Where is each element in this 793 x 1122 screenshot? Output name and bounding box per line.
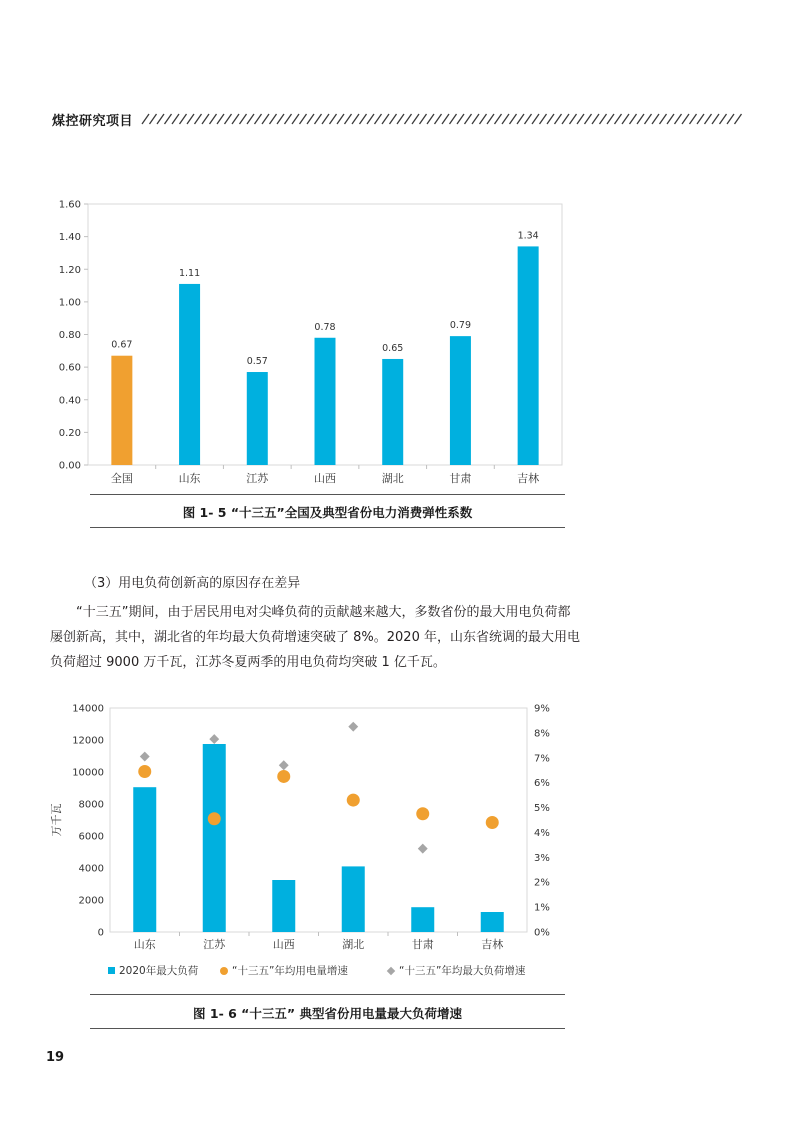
hatch-stroke [705, 114, 712, 124]
hatch-stroke [517, 114, 524, 124]
hatch-stroke [637, 114, 644, 124]
y2-tick-label: 2% [534, 877, 550, 889]
circle-point [416, 807, 429, 820]
y-tick-label: 0.60 [58, 362, 81, 374]
hatch-stroke [315, 114, 322, 124]
chart1-caption: 图 1- 5 “十三五”全国及典型省份电力消费弹性系数 [182, 505, 473, 520]
data-label: 0.57 [246, 356, 268, 368]
data-label: 0.67 [111, 339, 133, 351]
hatch-stroke [367, 114, 374, 124]
chart2-top-rule [90, 994, 565, 995]
x-tick-label: 吉林 [517, 472, 540, 485]
bar [518, 246, 539, 465]
diamond-swatch-icon [387, 966, 395, 974]
hatch-stroke [255, 114, 262, 124]
y-tick-label: 14000 [72, 703, 104, 715]
y-tick-label: 0.40 [58, 395, 81, 407]
bar [133, 787, 156, 932]
y2-tick-label: 1% [534, 902, 550, 914]
x-tick-label: 甘肃 [449, 472, 472, 485]
hatch-stroke [690, 114, 697, 124]
hatch-stroke [465, 114, 472, 124]
y-tick-label: 0.00 [58, 460, 81, 472]
hatch-stroke [622, 114, 629, 124]
data-label: 0.78 [314, 321, 336, 333]
hatch-stroke [442, 114, 449, 124]
hatch-stroke [300, 114, 307, 124]
y-tick-label: 8000 [78, 799, 104, 811]
hatch-stroke [547, 114, 554, 124]
hatch-stroke [307, 114, 314, 124]
y-tick-label: 0.20 [58, 427, 81, 439]
section-heading: （3）用电负荷创新高的原因存在差异 [84, 576, 301, 591]
hatch-stroke [682, 114, 689, 124]
hatch-stroke [285, 114, 292, 124]
hatch-stroke [412, 114, 419, 124]
y-tick-label: 10000 [72, 767, 104, 779]
hatch-stroke [570, 114, 577, 124]
y-tick-label: 1.40 [58, 232, 81, 244]
hatch-stroke [675, 114, 682, 124]
hatch-stroke [600, 114, 607, 124]
hatch-stroke [645, 114, 652, 124]
hatch-stroke [352, 114, 359, 124]
x-tick-label: 山东 [178, 472, 201, 485]
hatch-stroke [727, 114, 734, 124]
chart1-top-rule [90, 494, 565, 495]
hatch-stroke [525, 114, 532, 124]
circle-point [347, 794, 360, 807]
hatch-stroke [615, 114, 622, 124]
y-tick-label: 1.20 [58, 264, 81, 276]
hatch-stroke [420, 114, 427, 124]
y-tick-label: 12000 [72, 735, 104, 747]
load-growth-combo-chart [40, 696, 585, 958]
hatch-stroke [142, 114, 149, 124]
hatch-stroke [195, 114, 202, 124]
bar-swatch-icon [108, 967, 115, 974]
hatch-stroke [510, 114, 517, 124]
y2-tick-label: 6% [534, 778, 550, 790]
hatch-stroke [630, 114, 637, 124]
hatch-stroke [712, 114, 719, 124]
header-title: 煤控研究项目 [52, 114, 134, 129]
bar [481, 912, 504, 932]
hatch-stroke [472, 114, 479, 124]
hatch-stroke [225, 114, 232, 124]
circle-point [208, 812, 221, 825]
hatch-stroke [540, 114, 547, 124]
hatch-stroke [375, 114, 382, 124]
hatch-stroke [240, 114, 247, 124]
hatch-stroke [697, 114, 704, 124]
legend-label: “十三五”年均最大负荷增速 [399, 965, 526, 977]
x-tick-label: 全国 [110, 472, 133, 485]
y2-tick-label: 5% [534, 803, 550, 815]
data-label: 0.65 [382, 342, 404, 354]
hatch-stroke [337, 114, 344, 124]
hatch-stroke [405, 114, 412, 124]
x-tick-label: 江苏 [246, 472, 269, 485]
page-number: 19 [46, 1050, 65, 1065]
y2-tick-label: 0% [534, 927, 550, 939]
hatch-stroke [652, 114, 659, 124]
legend-item-max-load [108, 963, 198, 978]
chart1-bottom-rule [90, 527, 565, 528]
hatch-stroke [450, 114, 457, 124]
hatch-stroke [502, 114, 509, 124]
hatch-stroke [592, 114, 599, 124]
diamond-point [279, 760, 289, 770]
hatch-stroke [495, 114, 502, 124]
chart2-caption: 图 1- 6 “十三五” 典型省份用电量最大负荷增速 [193, 1006, 462, 1021]
y2-tick-label: 9% [534, 703, 550, 715]
hatch-stroke [277, 114, 284, 124]
y2-tick-label: 3% [534, 852, 550, 864]
hatch-stroke [262, 114, 269, 124]
x-tick-label: 吉林 [481, 938, 504, 951]
bar [179, 284, 200, 465]
y-axis-label: 万千瓦 [50, 803, 63, 837]
data-label: 0.79 [449, 320, 472, 332]
diamond-point [209, 734, 219, 744]
bar [203, 744, 226, 932]
data-label: 1.11 [178, 267, 201, 279]
hatch-stroke [382, 114, 389, 124]
x-tick-label: 山西 [314, 472, 336, 485]
y-tick-label: 1.60 [58, 199, 81, 211]
y-tick-label: 0 [97, 927, 104, 939]
hatch-stroke [720, 114, 727, 124]
hatch-stroke [232, 114, 239, 124]
hatch-stroke [667, 114, 674, 124]
circle-point [138, 765, 151, 778]
hatch-stroke [397, 114, 404, 124]
hatch-stroke [585, 114, 592, 124]
x-tick-label: 山西 [272, 938, 295, 951]
y-tick-label: 0.80 [58, 330, 81, 341]
circle-point [486, 816, 499, 829]
y-tick-label: 2000 [78, 895, 104, 907]
body-paragraph: “十三五”期间，由于居民用电对尖峰负荷的贡献越来越大，多数省份的最大用电负荷都屡创新高，其中，湖北省的年均最大负荷增速突破了 8%。2020 年，山东省统调的最大用电负荷超过 9000 万千瓦，江苏冬夏两季的用电负荷均突破 1 亿千瓦。 [50, 605, 580, 670]
bar [382, 359, 403, 465]
hatch-stroke [165, 114, 172, 124]
hatch-stroke [322, 114, 329, 124]
y-tick-label: 1.00 [58, 297, 81, 309]
x-tick-label: 湖北 [381, 472, 404, 485]
y-tick-label: 4000 [78, 863, 104, 875]
header-hatch-decoration [140, 113, 746, 125]
y2-tick-label: 7% [534, 753, 550, 765]
bar [247, 372, 268, 465]
hatch-stroke [577, 114, 584, 124]
hatch-stroke [292, 114, 299, 124]
x-tick-label: 江苏 [203, 938, 226, 951]
legend-item-consumption-growth [220, 963, 348, 978]
y-tick-label: 6000 [78, 831, 104, 843]
hatch-stroke [172, 114, 179, 124]
y2-tick-label: 4% [534, 827, 550, 839]
x-tick-label: 山东 [133, 938, 156, 951]
hatch-stroke [270, 114, 277, 124]
hatch-stroke [427, 114, 434, 124]
hatch-stroke [345, 114, 352, 124]
hatch-stroke [487, 114, 494, 124]
hatch-stroke [360, 114, 367, 124]
hatch-stroke [555, 114, 562, 124]
bar [342, 866, 365, 932]
x-tick-label: 湖北 [342, 938, 365, 951]
diamond-point [348, 722, 358, 732]
hatch-stroke [202, 114, 209, 124]
legend-label: 2020年最大负荷 [119, 965, 199, 977]
hatch-stroke [480, 114, 487, 124]
hatch-stroke [735, 114, 742, 124]
circle-swatch-icon [220, 967, 228, 975]
hatch-stroke [157, 114, 164, 124]
hatch-stroke [150, 114, 157, 124]
hatch-stroke [435, 114, 442, 124]
hatch-stroke [330, 114, 337, 124]
hatch-stroke [390, 114, 397, 124]
y2-tick-label: 8% [534, 728, 550, 740]
hatch-stroke [187, 114, 194, 124]
diamond-point [140, 752, 150, 762]
hatch-stroke [457, 114, 464, 124]
hatch-stroke [607, 114, 614, 124]
bar [450, 336, 471, 465]
chart2-bottom-rule [90, 1028, 565, 1029]
data-label: 1.34 [517, 230, 539, 242]
elasticity-bar-chart [40, 195, 575, 495]
hatch-stroke [217, 114, 224, 124]
x-tick-label: 甘肃 [411, 938, 434, 951]
hatch-stroke [532, 114, 539, 124]
bar [315, 338, 336, 465]
bar [272, 880, 295, 932]
bar [411, 907, 434, 932]
hatch-stroke [180, 114, 187, 124]
hatch-stroke [562, 114, 569, 124]
legend-item-load-growth [388, 963, 525, 978]
bar [111, 356, 132, 465]
hatch-stroke [660, 114, 667, 124]
plot-area-border [110, 708, 527, 932]
circle-point [277, 770, 290, 783]
diamond-point [418, 844, 428, 854]
hatch-stroke [247, 114, 254, 124]
legend-label: “十三五”年均用电量增速 [232, 965, 348, 977]
hatch-stroke [210, 114, 217, 124]
